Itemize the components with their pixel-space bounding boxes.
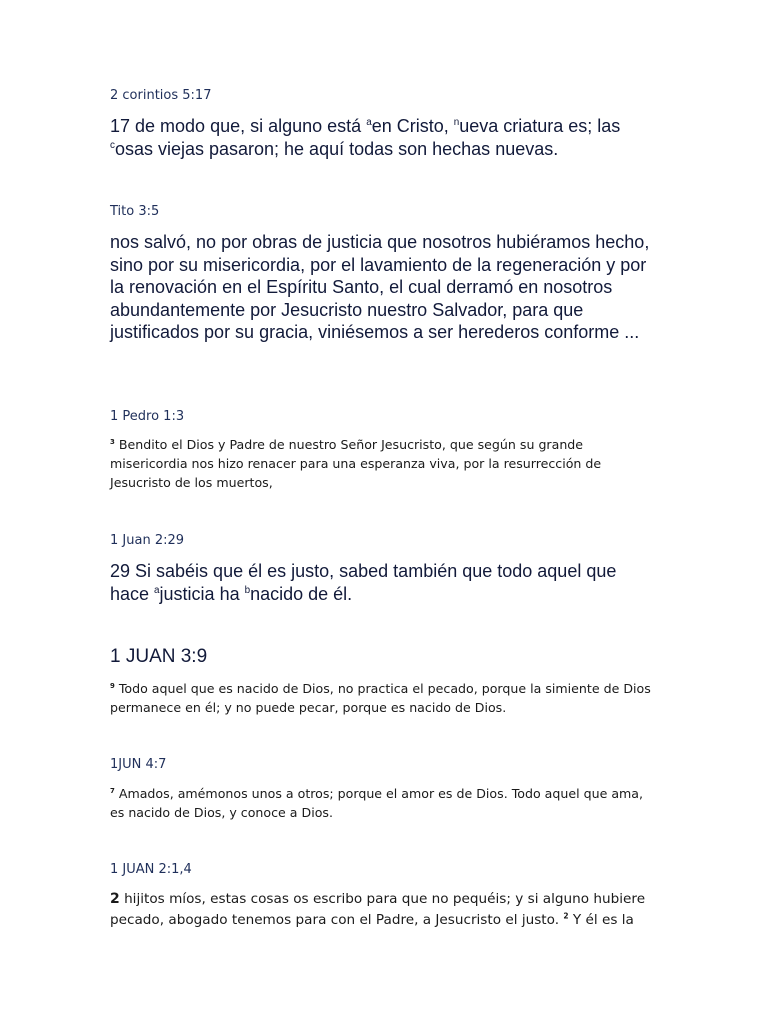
verse-number: 2 [110,891,120,907]
verse-text [110,115,658,160]
verse-text-segment: ueva criatura es; las [459,116,621,136]
verse-text-segment: nacido de él. [250,583,353,604]
verse-text: nos salvó, no por obras de justicia que nosotros hubiéramos hecho, sino por su misericordia, por el lavamiento de la regeneración y por la renovación en el Espíritu Santo, el cual derramó en nosotros abundantemente por Jesucristo nuestro Salvador, para que justificados por su gracia, viniésemos a ser herederos conforme ... [110,232,650,342]
verse-text-segment: Amados, amémonos unos a otros; porque el amor es de Dios. Todo aquel que ama, es nacido de Dios, y conoce a Dios. [110,786,644,820]
verse-number: 9 [110,681,115,690]
section-heading: 1 JUAN 3:9 [110,646,208,667]
verse-text [110,560,658,605]
verse-reference: 1 JUAN 2:1,4 [110,862,192,877]
verse-text-segment: en Cristo, [371,116,454,136]
footnote-marker: a [154,584,160,596]
verse-text [110,435,658,492]
verse-text [110,679,658,717]
verse-reference: 1JUN 4:7 [110,757,167,772]
verse-reference: Tito 3:5 [110,204,160,219]
verse-text-segment: Todo aquel que es nacido de Dios, no practica el pecado, porque la simiente de Dios permanece en él; y no puede pecar, porque es nacido de Dios. [110,681,651,715]
verse-text-segment: 29 Si sabéis que él es justo, sabed también que todo aquel que hace [110,561,617,604]
verse-reference: 1 Juan 2:29 [110,533,185,548]
verse-number: 2 [563,911,569,921]
footnote-marker: b [244,584,251,596]
verse-text [110,889,658,931]
verse-reference: 1 Pedro 1:3 [110,409,185,424]
verse-text-segment: Bendito el Dios y Padre de nuestro Señor Jesucristo, que según su grande misericordia nos hizo renacer para una esperanza viva, por la resurrección de Jesucristo de los muertos, [110,437,602,490]
verse-text-segment: hijitos míos, estas cosas os escribo para que no pequéis; y si alguno hubiere pecado, abogado tenemos para con el Padre, a Jesucristo el justo. [110,891,646,928]
verse-text-segment: osas viejas pasaron; he aquí todas son hechas nuevas. [114,138,559,159]
verse-text-segment: justicia ha [159,583,245,604]
footnote-marker: a [366,117,372,128]
footnote-marker: n [453,117,460,128]
verse-number: 7 [110,786,115,795]
footnote-marker: c [110,139,115,151]
verse-text-segment: 17 de modo que, si alguno está [110,116,367,136]
verse-text [110,784,658,822]
verse-reference: 2 corintios 5:17 [110,88,212,103]
verse-text-segment: Y él es la [568,912,634,928]
verse-number: 3 [110,437,115,446]
